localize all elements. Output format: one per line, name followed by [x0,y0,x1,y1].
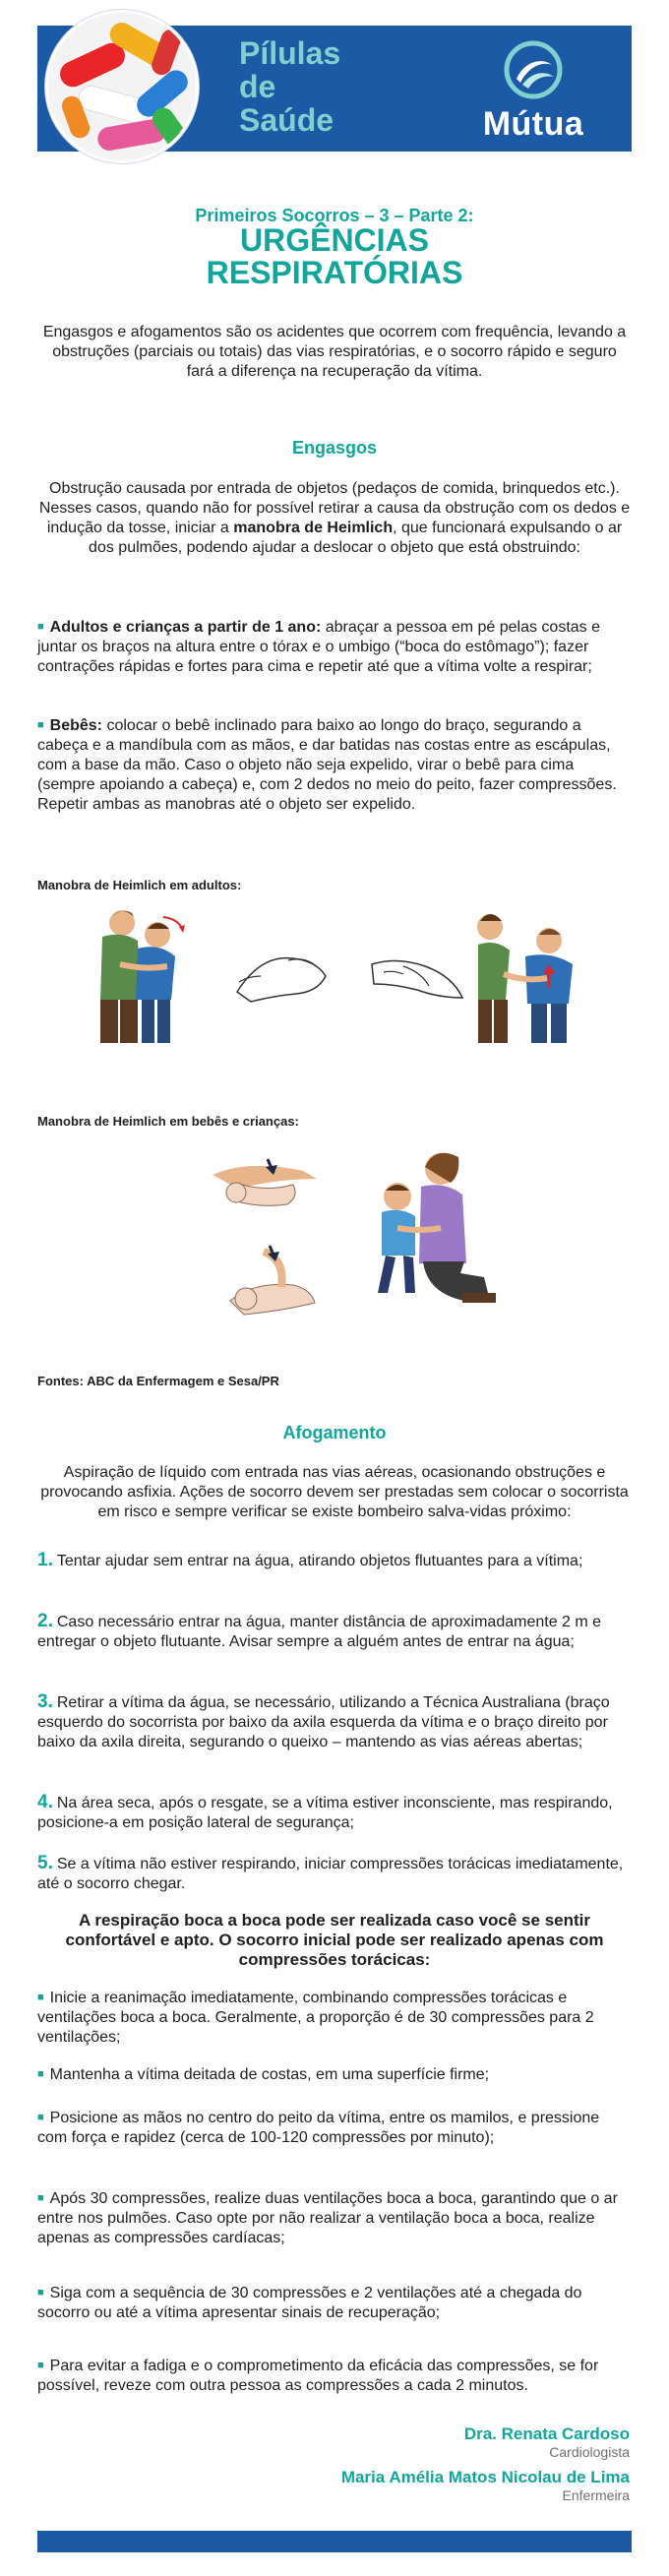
cpr-item [37,2108,632,2148]
child-heimlich-illustration [346,1145,504,1322]
cpr-item-text: Siga com a sequência de 30 compressões e 2 ventilações até a chegada do socorro ou até a vítima apresentar sinais de recuperação; [37,2285,582,2321]
choking-intro [37,479,632,558]
sources-note: Fontes: ABC da Enfermagem e Sesa/PR [37,1374,279,1388]
cpr-item [37,2283,632,2323]
cpr-item-text: Após 30 compressões, realize duas ventilações boca a boca, garantindo que o ar entre nos pulmões. Caso opte por não realizar a ventilação boca a boca, realize apenas as compressões cardíacas; [37,2190,618,2246]
babies-paragraph [37,715,632,815]
cpr-item-text: Posicione as mãos no centro do peito da vítima, entre os mamilos, e pressione com força e rapidez (cerca de 100-120 compressões por minuto); [37,2110,600,2146]
bullet-icon: ■ [37,621,44,633]
step-number: 2. [37,1611,53,1631]
bullet-icon: ■ [37,2112,44,2123]
author-name: Dra. Renata Cardoso [463,2424,630,2443]
drowning-intro: Aspiração de líquido com entrada nas vias aéreas, ocasionando obstruções e provocando asfixia. Ações de socorro devem ser prestadas sem colocar o socorrista em risco e sempre verificar se existe bombeiro salva-vidas próximo: [40,1464,629,1520]
step-number: 4. [37,1792,53,1812]
article-title [0,224,669,289]
bullet-icon: ■ [37,1992,44,2003]
adults-label: Adultos e crianças a partir de 1 ano: [49,619,322,636]
bullet-icon: ■ [37,2287,44,2299]
article-kicker: Primeiros Socorros – 3 – Parte 2: [195,206,474,225]
pill-image [56,38,129,91]
step-text: Retirar a vítima da água, se necessário, utilizando a Técnica Australiana (braço esquerdo do socorrista por baixo da axila esquerda da vítima e o braço direito por baixo da axila direita, segurando o queixo – mantendo as vias aéreas abertas; [37,1694,610,1750]
fist-position-icon [231,937,339,1010]
author-name: Maria Amélia Matos Nicolau de Lima [340,2468,630,2486]
heimlich-thrust-illustration [466,905,594,1045]
step-text: Na área seca, após o resgate, se a vítima estiver inconsciente, mas respirando, posicione-a em posição lateral de segurança; [37,1795,613,1831]
section-title-drowning: Afogamento [282,1423,387,1442]
drowning-step [37,1692,632,1752]
cpr-item [37,2064,632,2085]
babies-text: colocar o bebê inclinado para baixo ao longo do braço, segurando a cabeça e a mandíbula com as mãos, e dar batidas nas costas entre as escápulas, com a base da mão. Caso o objeto não seja expelido, virar o bebê para cima (sempre apoiando a cabeça) e, com 2 dedos no meio do peito, fazer compressões. Repetir ambas as manobras até o objeto ser expelido. [37,717,617,813]
header-title [239,37,340,138]
author-signature [341,2468,630,2503]
choking-intro-text: Obstrução causada por entrada de objetos (pedaços de comida, brinquedos etc.). Nesses casos, quando não for possível retirar a causa da obstrução com os dedos e indução da tosse, iniciar a [38,480,631,536]
step-text: Se a vítima não estiver respirando, iniciar compressões torácicas imediatamente, até o socorro chegar. [37,1856,624,1892]
baby-chest-compression-illustration [224,1242,319,1326]
bullet-icon: ■ [37,2068,44,2080]
brand-logo [464,39,602,143]
drowning-step [37,1854,632,1894]
bullet-icon: ■ [37,2192,44,2204]
section-title-choking: Engasgos [291,438,378,458]
cpr-note: A respiração boca a boca pode ser realizada caso você se sentir confortável e apto. O socorro inicial pode ser realizado apenas com compressões torácicas: [65,1911,604,1969]
drowning-step [37,1793,632,1833]
figure-label-adults: Manobra de Heimlich em adultos: [37,878,242,892]
step-text: Caso necessário entrar na água, manter distância de aproximadamente 2 m e entregar o objeto flutuante. Avisar sempre a alguém antes de entrar na água; [37,1614,602,1650]
step-number: 3. [37,1691,53,1712]
drowning-step [37,1612,632,1652]
heimlich-term: manobra de Heimlich [233,520,394,536]
choking-intro-text: , que funcionará expulsando o ar dos pulmões, podendo ajudar a deslocar o objeto que está obstruindo: [89,520,623,556]
header-title-line: de [239,69,276,104]
header-title-line: Saúde [239,102,334,138]
adults-text: abraçar a pessoa em pé pelas costas e juntar os braços na altura entre o tórax e o umbigo (“boca do estômago”); fazer contrações rápidas e fortes para cima e repetir até que a vítima volte a respirar; [37,619,601,675]
cpr-item-text: Mantenha a vítima deitada de costas, em uma superfície firme; [49,2066,490,2083]
cpr-item [37,2188,632,2248]
footer-bar [37,2531,632,2552]
author-signature [464,2424,630,2460]
step-number: 5. [37,1853,53,1873]
article-intro: Engasgos e afogamentos são os acidentes que ocorrem com frequência, levando a obstruções (parciais ou totais) das vias respiratórias, e o socorro rápido e seguro fará a diferença na recuperação da vítima. [42,324,627,380]
bullet-icon: ■ [37,2360,44,2371]
baby-back-blows-illustration [209,1153,331,1222]
article-title-line: RESPIRATÓRIAS [206,255,463,290]
cpr-item-text: Para evitar a fadiga e o comprometimento da eficácia das compressões, se for possível, reveze com outra pessoa as compressões a cada 2 minutos. [37,2358,599,2394]
adults-paragraph [37,617,632,677]
drowning-step [37,1551,632,1571]
pills-photo [45,10,199,163]
brand-name: Mútua [482,105,584,143]
article-title-line: URGÊNCIAS [239,222,429,258]
header-title-line: Pílulas [239,35,341,71]
figure-label-babies: Manobra de Heimlich em bebês e crianças: [37,1114,299,1129]
author-role: Enfermeira [562,2487,630,2503]
step-number: 1. [37,1550,53,1570]
mutua-logo-icon [503,39,564,100]
cpr-item [37,2356,632,2396]
cpr-item-text: Inicie a reanimação imediatamente, combinando compressões torácicas e ventilações boca a boca. Geralmente, a proporção é de 30 compressões para 2 ventilações; [37,1990,594,2046]
babies-label: Bebês: [49,717,103,734]
bullet-icon: ■ [37,719,44,731]
cpr-item [37,1988,632,2048]
heimlich-adult-illustration [77,905,205,1045]
author-role: Cardiologista [549,2444,630,2460]
step-text: Tentar ajudar sem entrar na água, atirando objetos flutuantes para a vítima; [56,1553,583,1569]
hand-grip-icon [364,937,472,1010]
